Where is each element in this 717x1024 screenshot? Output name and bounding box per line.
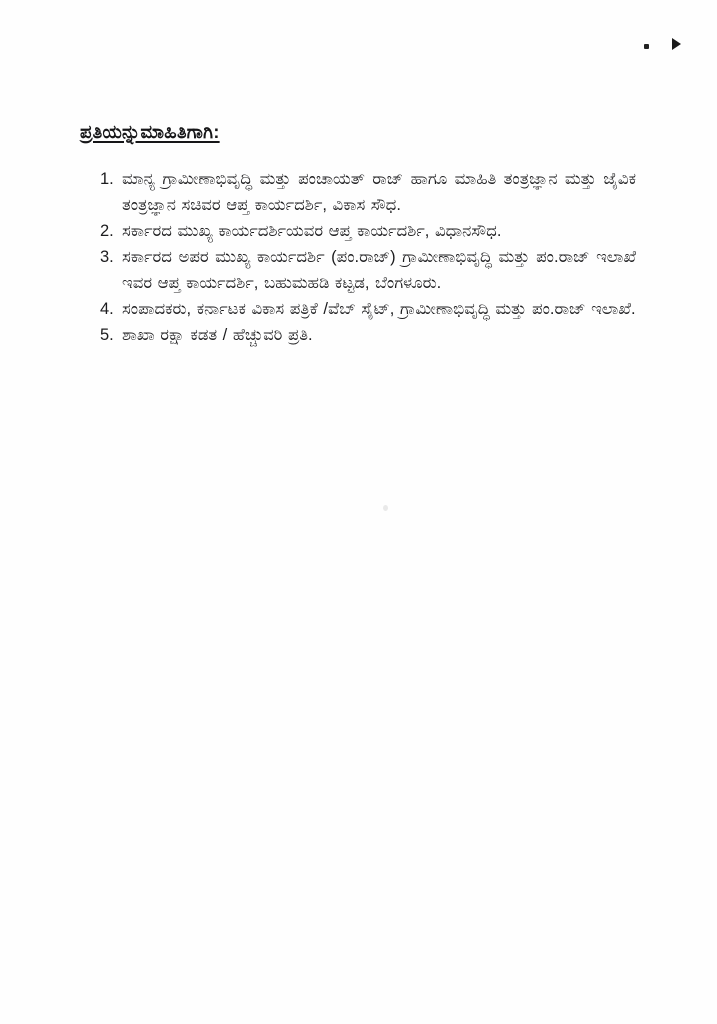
list-item — [100, 166, 636, 218]
list-item — [100, 322, 636, 348]
list-item-text: ಮಾನ್ಯ ಗ್ರಾಮೀಣಾಭಿವೃದ್ಧಿ ಮತ್ತು ಪಂಚಾಯತ್ ರಾಜ್ ಹಾಗೂ ಮಾಹಿತಿ ತಂತ್ರಜ್ಞಾನ ಮತ್ತು ಜೈವಿಕ ತಂತ್ರಜ್ಞಾನ ಸಚಿವರ ಆಪ್ತ ಕಾರ್ಯದರ್ಶಿ, ವಿಕಾಸ ಸೌಧ. — [122, 170, 636, 214]
paper-speck — [383, 505, 388, 511]
list-item-text: ಸರ್ಕಾರದ ಮುಖ್ಯ ಕಾರ್ಯದರ್ಶಿಯವರ ಆಪ್ತ ಕಾರ್ಯದರ್ಶಿ, ವಿಧಾನಸೌಧ. — [122, 222, 502, 240]
distribution-list — [100, 166, 636, 348]
list-item-number: 1. — [100, 170, 114, 188]
list-item — [100, 218, 636, 244]
list-item — [100, 296, 636, 322]
list-item-number: 3. — [100, 248, 114, 266]
list-item-text: ಶಾಖಾ ರಕ್ಷಾ ಕಡತ / ಹೆಚ್ಚುವರಿ ಪ್ರತಿ. — [122, 326, 313, 344]
list-item — [100, 244, 636, 296]
scan-arrow-artifact — [672, 38, 681, 50]
list-item-text: ಸರ್ಕಾರದ ಅಪರ ಮುಖ್ಯ ಕಾರ್ಯದರ್ಶಿ (ಪಂ.ರಾಜ್) ಗ್ರಾಮೀಣಾಭಿವೃದ್ಧಿ ಮತ್ತು ಪಂ.ರಾಜ್ ಇಲಾಖೆ ಇವರ ಆಪ್ತ ಕಾರ್ಯದರ್ಶಿ, ಬಹುಮಹಡಿ ಕಟ್ಟಡ, ಬೆಂಗಳೂರು. — [122, 248, 636, 292]
scan-dot-artifact — [644, 44, 649, 49]
list-item-number: 2. — [100, 222, 114, 240]
list-item-text: ಸಂಪಾದಕರು, ಕರ್ನಾಟಕ ವಿಕಾಸ ಪತ್ರಿಕೆ /ವೆಬ್ ಸೈಟ್, ಗ್ರಾಮೀಣಾಭಿವೃದ್ಧಿ ಮತ್ತು ಪಂ.ರಾಜ್ ಇಲಾಖೆ. — [122, 300, 636, 318]
page-title: ಪ್ರತಿಯನ್ನುಮಾಹಿತಿಗಾಗಿ: — [80, 122, 220, 142]
list-item-number: 5. — [100, 326, 114, 344]
list-item-number: 4. — [100, 300, 114, 318]
